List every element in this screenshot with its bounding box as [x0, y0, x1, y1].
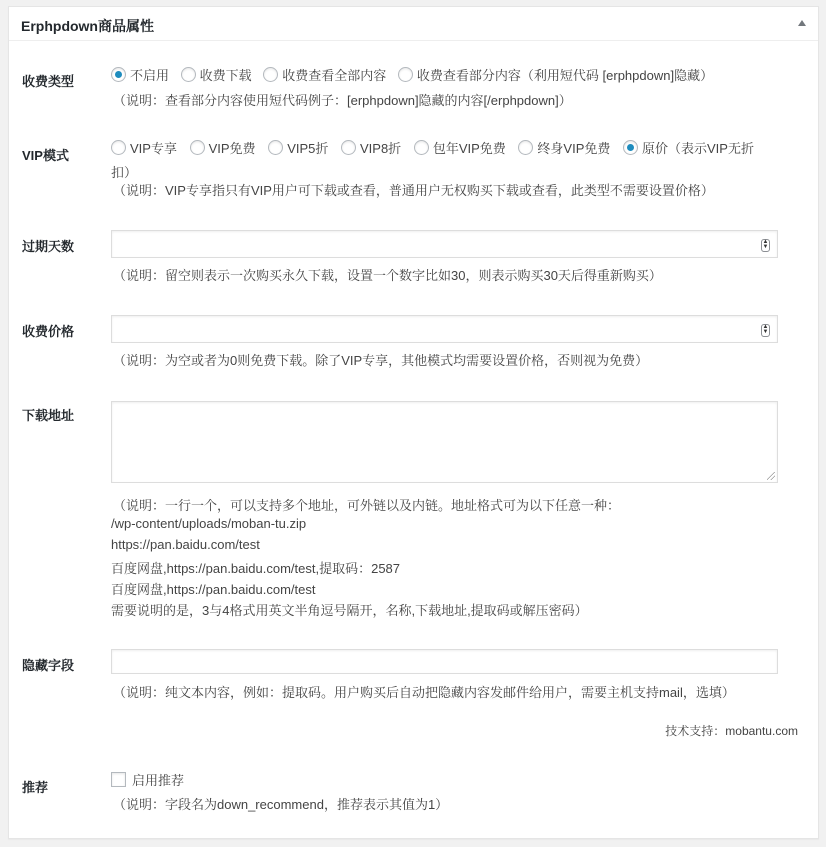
fee-type-options	[111, 65, 713, 85]
vip-option-80-off[interactable]: VIP8折	[341, 138, 401, 157]
vip-option-annual-free[interactable]: 包年VIP免费	[414, 138, 506, 157]
fee-type-option-view-all[interactable]: 收费查看全部内容	[263, 65, 386, 84]
hidden-field-label: 隐藏字段	[22, 658, 75, 673]
fee-type-option-disabled[interactable]: 不启用	[111, 65, 169, 84]
vip-mode-desc: （说明：VIP专享指只有VIP用户可下载或查看，普通用户无权购买下载或查看，此类型不需要设置价格）	[113, 183, 714, 198]
radio-icon[interactable]	[111, 140, 126, 155]
resize-handle-icon[interactable]	[767, 472, 775, 480]
expire-days-desc: （说明：留空则表示一次购买永久下载，设置一个数字比如30，则表示购买30天后得重新购买）	[113, 268, 662, 283]
vip-option-exclusive[interactable]: VIP专享	[111, 138, 177, 157]
download-desc-line: 百度网盘,https://pan.baidu.com/test	[111, 582, 316, 597]
fee-type-option-paid-download[interactable]: 收费下载	[181, 65, 252, 84]
price-desc: （说明：为空或者为0则免费下载。除了VIP专享，其他模式均需要设置价格，否则视为免费）	[113, 353, 649, 368]
radio-icon[interactable]	[111, 67, 126, 82]
vip-option-50-off[interactable]: VIP5折	[268, 138, 328, 157]
radio-icon[interactable]	[263, 67, 278, 82]
recommend-checkbox-row[interactable]: 启用推荐	[111, 770, 184, 789]
collapse-arrow-icon[interactable]	[798, 20, 806, 26]
download-desc-line: 需要说明的是，3与4格式用英文半角逗号隔开，名称,下载地址,提取码或解压密码）	[111, 603, 588, 618]
vip-option-original-price[interactable]: 原价（表示VIP无折	[623, 138, 754, 157]
tech-support-credit: 技术支持：mobantu.com	[665, 724, 798, 738]
number-spinner-icon[interactable]: ▲ ▼	[762, 324, 769, 335]
hidden-field-input[interactable]	[111, 649, 778, 674]
vip-option-lifetime-free[interactable]: 终身VIP免费	[518, 138, 610, 157]
vip-mode-label: VIP模式	[22, 148, 69, 163]
radio-icon[interactable]	[414, 140, 429, 155]
hidden-field-desc: （说明：纯文本内容，例如：提取码。用户购买后自动把隐藏内容发邮件给用户，需要主机支持mail，选填）	[113, 685, 735, 700]
expire-days-input[interactable]	[111, 230, 778, 258]
download-desc-line: /wp-content/uploads/moban-tu.zip	[111, 516, 307, 531]
radio-icon[interactable]	[268, 140, 283, 155]
vip-option-free[interactable]: VIP免费	[190, 138, 256, 157]
radio-icon[interactable]	[518, 140, 533, 155]
radio-icon[interactable]	[190, 140, 205, 155]
download-desc-line: （说明：一行一个，可以支持多个地址，可外链以及内链。地址格式可为以下任意一种：	[113, 498, 621, 513]
expire-days-label: 过期天数	[22, 239, 75, 254]
download-textarea[interactable]	[111, 401, 778, 483]
recommend-desc: （说明：字段名为down_recommend，推荐表示其值为1）	[113, 797, 449, 812]
number-spinner-icon[interactable]: ▲ ▼	[762, 239, 769, 250]
metabox-title: Erphpdown商品属性	[21, 18, 154, 34]
price-label: 收费价格	[22, 324, 75, 339]
erphpdown-metabox	[8, 6, 819, 839]
vip-option-wrap-text: 扣）	[111, 165, 138, 180]
radio-icon[interactable]	[181, 67, 196, 82]
metabox-header[interactable]	[9, 7, 818, 41]
radio-icon[interactable]	[623, 140, 638, 155]
radio-icon[interactable]	[341, 140, 356, 155]
fee-type-label: 收费类型	[22, 74, 75, 89]
radio-icon[interactable]	[398, 67, 413, 82]
recommend-checkbox[interactable]	[111, 772, 126, 787]
download-desc-line: https://pan.baidu.com/test	[111, 537, 260, 552]
recommend-label: 推荐	[22, 780, 49, 795]
fee-type-option-view-part[interactable]: 收费查看部分内容（利用短代码 [erphpdown]隐藏）	[398, 65, 713, 84]
vip-mode-options	[111, 138, 754, 158]
download-desc-line: 百度网盘,https://pan.baidu.com/test,提取码：2587	[111, 561, 401, 576]
fee-type-desc: （说明：查看部分内容使用短代码例子：[erphpdown]隐藏的内容[/erphpdown]）	[113, 93, 572, 108]
download-label: 下载地址	[22, 408, 75, 423]
price-input[interactable]	[111, 315, 778, 343]
